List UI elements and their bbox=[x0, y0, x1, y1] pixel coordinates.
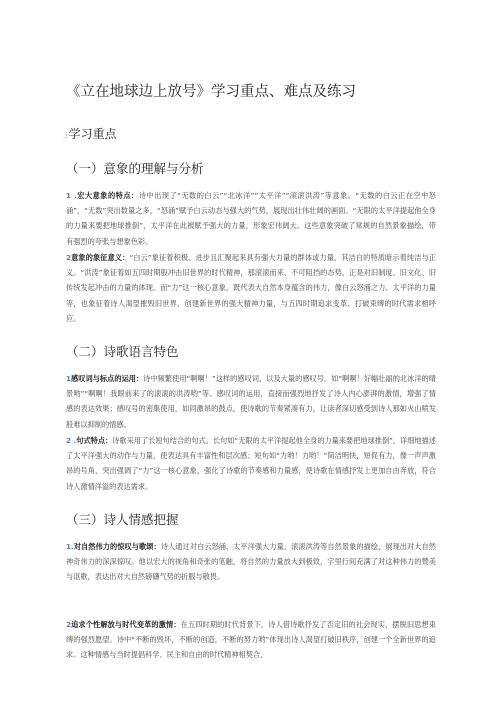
paragraph-lead: 意象的象征意义： bbox=[71, 253, 130, 262]
paragraph-language-1 bbox=[66, 371, 436, 432]
subsection-heading-emotion: （三）诗人情感把握 bbox=[66, 512, 179, 527]
section-heading-text: 学习重点 bbox=[68, 127, 117, 141]
paragraph-lead: 宏大意象的特点： bbox=[76, 191, 139, 200]
paragraph-number: 2 bbox=[66, 253, 72, 262]
paragraph-imagery-2 bbox=[66, 250, 436, 326]
paragraph-lead: 句式特点： bbox=[76, 436, 113, 445]
paragraph-emotion-2 bbox=[66, 617, 436, 663]
paragraph-number: 2 bbox=[66, 620, 72, 629]
subsection-heading-language: （二）诗歌语言特色 bbox=[66, 344, 179, 359]
subsection-heading-imagery: （一）意象的理解与分析 bbox=[66, 161, 204, 176]
paragraph-emotion-1 bbox=[66, 539, 436, 585]
paragraph-body: “白云”象征着积极、进步且汇聚起来具有强大力量的群体或力量，其洁白的特质暗示着纯洁与正义。“洪涛”象征着如五四时期般冲击旧世界的时代精神，那滚滚而来、不可阻挡的态势，正是对旧制度、旧文化、旧传统发起冲击的力量的体现。而“力”这一核心意象，既代表大自然本身蕴含的伟力，像白云怒涌之力、太平洋的力量等，也象征着诗人渴望摧毁旧世界、创建新世界的强大精神力量，与五四时期追求变革、打破束缚的时代需求相呼应。 bbox=[66, 253, 436, 323]
paragraph-number: 1 bbox=[66, 374, 72, 383]
paragraph-body: 诗歌采用了长短句结合的句式。长句如“无限的太平洋提起他全身的力量来要把地球推倒”，详细地描述了太平洋强大的动作与力量，使表达具有丰富性和层次感；短句如“力哟！力哟！”简洁明快，短促有力，像一声声激昂的号角，突出强调了“力”这一核心意象，强化了诗歌的节奏感和力量感，使诗歌在情感抒发上更加自由奔放，符合诗人激情洋溢的表达需求。 bbox=[66, 436, 436, 491]
section-heading bbox=[63, 126, 117, 144]
paragraph-lead: 感叹词与标点的运用： bbox=[71, 374, 144, 383]
paragraph-imagery-1 bbox=[66, 188, 436, 249]
paragraph-lead: 追求个性解放与时代变革的激情： bbox=[71, 620, 181, 629]
document-title: 《立在地球边上放号》学习重点、难点及练习 bbox=[66, 84, 356, 100]
section-marker: .: bbox=[63, 132, 68, 140]
paragraph-body: 诗中出现了“无数的白云”“北冰洋”“太平洋”“滚滚洪涛”等意象。“无数的白云正在空中怒涌”，“无数”突出数量之多，“怒涌”赋予白云动态与强大的气势，展现出壮伟壮阔的画面。“无限的太平洋提起他全身的力量来要把地球推倒”，太平洋在此被赋予强大的力量，形象宏伟阔大。这些意象突破了常规的自然景象描绘，带有强烈的夸张与想象色彩。 bbox=[66, 191, 436, 246]
paragraph-number: 2 . bbox=[66, 436, 77, 445]
paragraph-body: 诗中频繁使用“啊啊！”这样的感叹词，以及大量的感叹号。如“啊啊！好幅壮丽的北冰洋的晴景哟”“啊啊！我眼前来了的滚滚的洪涛哟”等。感叹词的运用，直接而强烈地抒发了诗人内心澎湃的激情，增强了情感的表达效果；感叹号的密集使用，如同激昂的鼓点，使诗歌的节奏紧凑有力，让读者深切感受到诗人那如火山喷发般难以抑制的情感。 bbox=[66, 374, 436, 429]
paragraph-language-2 bbox=[66, 433, 436, 494]
paragraph-lead: 对自然伟力的惊叹与歌颂： bbox=[73, 542, 161, 551]
paragraph-number: 1. bbox=[66, 542, 74, 551]
paragraph-number: 1 . bbox=[66, 191, 77, 200]
paragraph-body: 诗人通过对白云怒涌、太平洋强大力量、滚滚洪涛等自然景象的描绘，展现出对大自然神奇伟力的深深惊叹。他以宏大的视角和奇张的笔触，将自然的力量放大到极致，字里行间充满了对这种伟力的赞美与讴歌，表达出对大自然磅礴气势的折服与敬畏。 bbox=[66, 542, 436, 582]
paragraph-body: 在五四时期的时代背景下，诗人借诗歌抒发了否定旧的社会现实、摆脱旧思想束缚的强烈愿望。诗中“不断的毁坏，不断的创造，不断的努力哟”体现出诗人渴望打破旧秩序，创建一个全新世界的追求。这种情感与当时提倡科学、民主和自由的时代精神相契合， bbox=[66, 620, 436, 660]
